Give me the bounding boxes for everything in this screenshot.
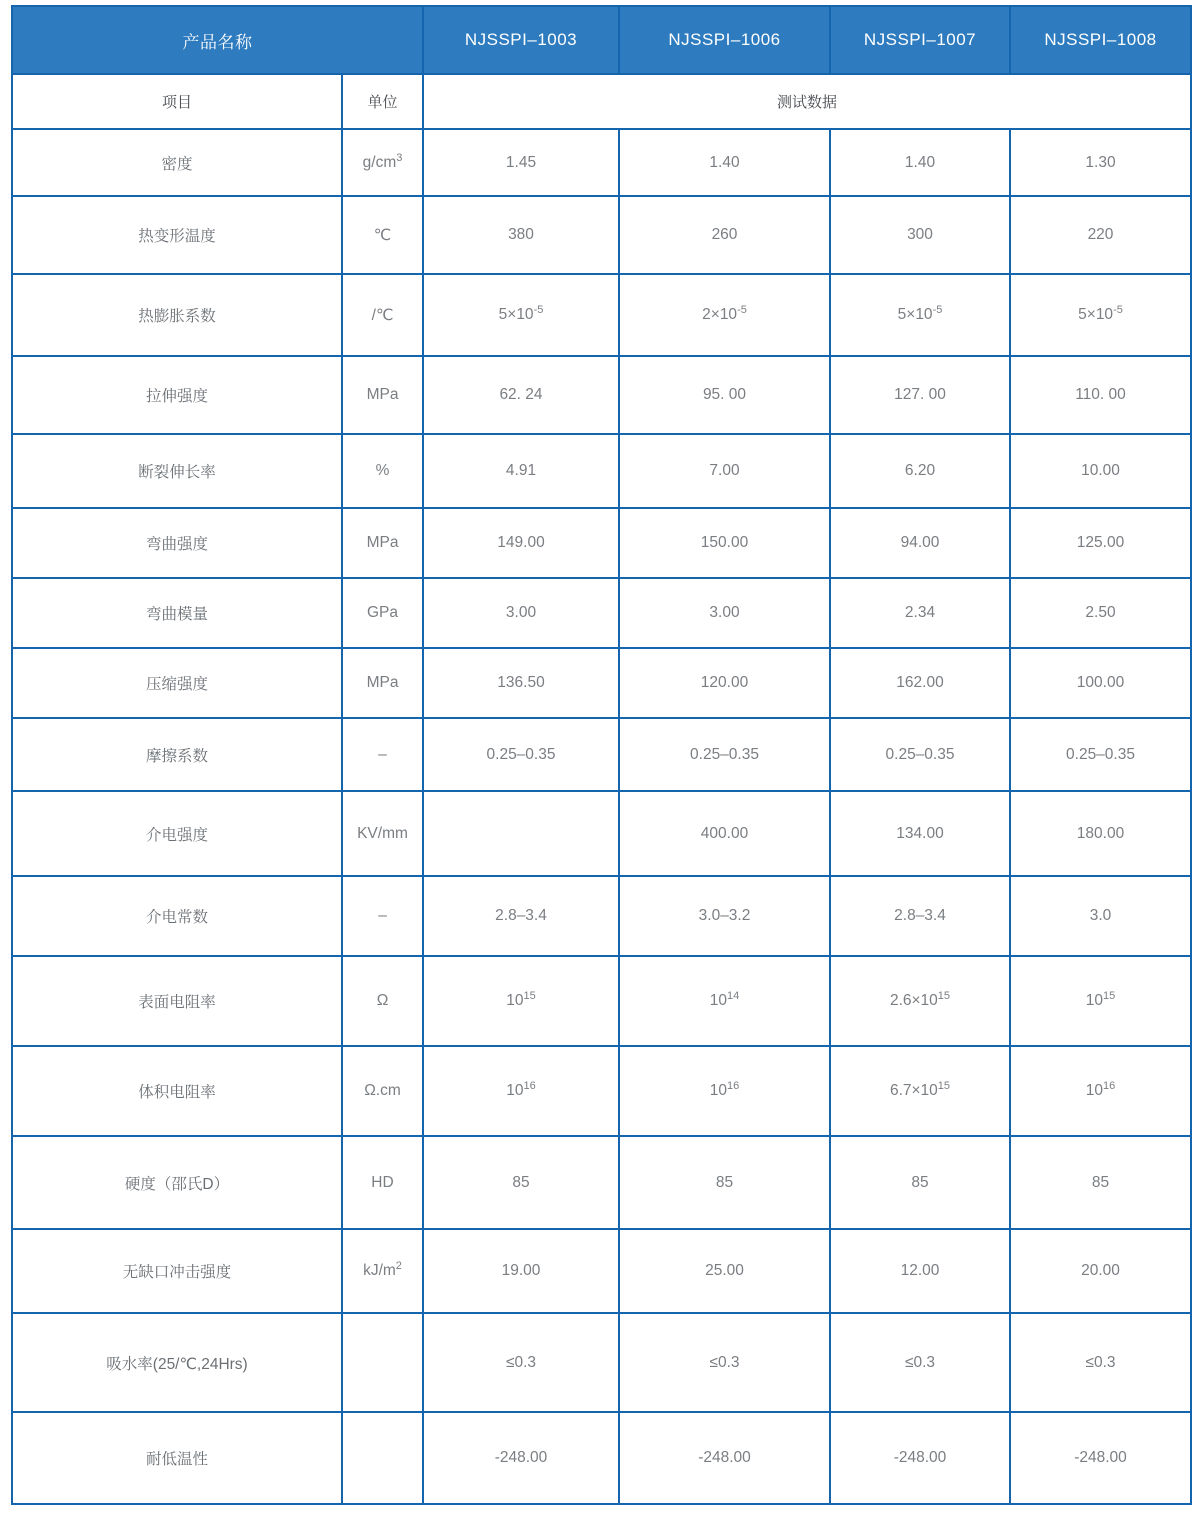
test-data-header: 测试数据 [423,74,1191,129]
property-label-cell: 热变形温度 [12,196,342,274]
unit-header: 单位 [342,74,423,129]
unit-cell: MPa [342,648,423,718]
unit-cell: ℃ [342,196,423,274]
unit-cell: Ω [342,956,423,1046]
value-cell-3: 127. 00 [830,356,1010,434]
property-label-cell: 介电强度 [12,791,342,876]
value-cell-3: $6.7\times 10^{15}$ [830,1046,1010,1136]
value-cell-4: $5\times 10^{-5}$ [1010,274,1191,356]
table-row [12,1229,1191,1313]
value-cell-1: 4.91 [423,434,619,508]
product-header-row [12,6,1191,74]
value-cell-3: ≤0.3 [830,1313,1010,1412]
value-cell-2: $10^{14}$ [619,956,830,1046]
value-cell-3: 85 [830,1136,1010,1229]
value-cell-4: ≤0.3 [1010,1313,1191,1412]
property-label-cell: 体积电阻率 [12,1046,342,1136]
value-cell-3: 12.00 [830,1229,1010,1313]
value-cell-3: 2.8–3.4 [830,876,1010,956]
value-cell-2: ≤0.3 [619,1313,830,1412]
value-cell-4: -248.00 [1010,1412,1191,1504]
table-row [12,648,1191,718]
property-label-cell: 密度 [12,129,342,196]
table-row [12,196,1191,274]
value-cell-4: 110. 00 [1010,356,1191,434]
sub-header-row [12,74,1191,129]
property-label-cell: 热膨胀系数 [12,274,342,356]
product-column-header-1: NJSSPI–1003 [423,6,619,74]
unit-cell: % [342,434,423,508]
value-cell-4: 20.00 [1010,1229,1191,1313]
table-row [12,356,1191,434]
value-cell-3: 94.00 [830,508,1010,578]
value-cell-4: 2.50 [1010,578,1191,648]
unit-cell: Ω.cm [342,1046,423,1136]
property-label-cell: 弯曲强度 [12,508,342,578]
value-cell-4: 125.00 [1010,508,1191,578]
value-cell-4: 180.00 [1010,791,1191,876]
value-cell-2: $10^{16}$ [619,1046,830,1136]
product-name-header: 产品名称 [12,6,423,74]
value-cell-1: $10^{15}$ [423,956,619,1046]
value-cell-2: 150.00 [619,508,830,578]
value-cell-1: 149.00 [423,508,619,578]
item-header: 项目 [12,74,342,129]
unit-cell: GPa [342,578,423,648]
value-cell-2: 260 [619,196,830,274]
value-cell-1: 85 [423,1136,619,1229]
table-row [12,956,1191,1046]
table-row [12,876,1191,956]
value-cell-3: 0.25–0.35 [830,718,1010,791]
value-cell-2: 95. 00 [619,356,830,434]
value-cell-4: 85 [1010,1136,1191,1229]
property-label-cell: 吸水率(25/℃,24Hrs) [12,1313,342,1412]
value-cell-2: 3.0–3.2 [619,876,830,956]
value-cell-3: 2.34 [830,578,1010,648]
table-row [12,1412,1191,1504]
value-cell-1: 0.25–0.35 [423,718,619,791]
property-label-cell: 断裂伸长率 [12,434,342,508]
value-cell-3: -248.00 [830,1412,1010,1504]
unit-cell: – [342,876,423,956]
value-cell-1 [423,791,619,876]
unit-cell [342,1412,423,1504]
value-cell-2: 120.00 [619,648,830,718]
value-cell-3: 134.00 [830,791,1010,876]
property-label-cell: 拉伸强度 [12,356,342,434]
value-cell-1: ≤0.3 [423,1313,619,1412]
property-label-cell: 压缩强度 [12,648,342,718]
table-row [12,1046,1191,1136]
product-spec-table [11,5,1192,1505]
value-cell-3: 1.40 [830,129,1010,196]
unit-cell: MPa [342,508,423,578]
value-cell-3: $2.6\times 10^{15}$ [830,956,1010,1046]
value-cell-4: 100.00 [1010,648,1191,718]
value-cell-1: 380 [423,196,619,274]
value-cell-2: 0.25–0.35 [619,718,830,791]
value-cell-1: -248.00 [423,1412,619,1504]
table-row [12,508,1191,578]
value-cell-1: 3.00 [423,578,619,648]
value-cell-4: 1.30 [1010,129,1191,196]
table-body [12,129,1191,1504]
unit-cell: $g/cm^3$ [342,129,423,196]
value-cell-2: 25.00 [619,1229,830,1313]
product-column-header-4: NJSSPI–1008 [1010,6,1191,74]
table-row [12,578,1191,648]
table-row [12,1136,1191,1229]
unit-cell [342,1313,423,1412]
value-cell-3: 300 [830,196,1010,274]
table-row [12,791,1191,876]
unit-cell: KV/mm [342,791,423,876]
value-cell-2: -248.00 [619,1412,830,1504]
value-cell-3: 162.00 [830,648,1010,718]
value-cell-2: 400.00 [619,791,830,876]
value-cell-2: 3.00 [619,578,830,648]
table-row [12,274,1191,356]
unit-cell: HD [342,1136,423,1229]
table-row [12,434,1191,508]
unit-cell: $kJ/m^2$ [342,1229,423,1313]
value-cell-1: $5\times 10^{-5}$ [423,274,619,356]
value-cell-4: 0.25–0.35 [1010,718,1191,791]
property-label-cell: 表面电阻率 [12,956,342,1046]
value-cell-4: 220 [1010,196,1191,274]
property-label-cell: 无缺口冲击强度 [12,1229,342,1313]
property-label-cell: 弯曲模量 [12,578,342,648]
table-row [12,129,1191,196]
product-column-header-2: NJSSPI–1006 [619,6,830,74]
value-cell-1: 1.45 [423,129,619,196]
value-cell-1: 19.00 [423,1229,619,1313]
value-cell-2: 7.00 [619,434,830,508]
value-cell-2: 85 [619,1136,830,1229]
unit-cell: – [342,718,423,791]
product-column-header-3: NJSSPI–1007 [830,6,1010,74]
value-cell-2: $2\times 10^{-5}$ [619,274,830,356]
value-cell-4: $10^{15}$ [1010,956,1191,1046]
value-cell-3: $5\times 10^{-5}$ [830,274,1010,356]
unit-cell: /℃ [342,274,423,356]
value-cell-4: 3.0 [1010,876,1191,956]
table-row [12,1313,1191,1412]
property-label-cell: 耐低温性 [12,1412,342,1504]
property-label-cell: 摩擦系数 [12,718,342,791]
value-cell-3: 6.20 [830,434,1010,508]
value-cell-1: 2.8–3.4 [423,876,619,956]
value-cell-1: $10^{16}$ [423,1046,619,1136]
value-cell-2: 1.40 [619,129,830,196]
value-cell-4: $10^{16}$ [1010,1046,1191,1136]
property-label-cell: 介电常数 [12,876,342,956]
property-label-cell: 硬度（邵氏D） [12,1136,342,1229]
value-cell-1: 62. 24 [423,356,619,434]
value-cell-4: 10.00 [1010,434,1191,508]
table-row [12,718,1191,791]
unit-cell: MPa [342,356,423,434]
value-cell-1: 136.50 [423,648,619,718]
